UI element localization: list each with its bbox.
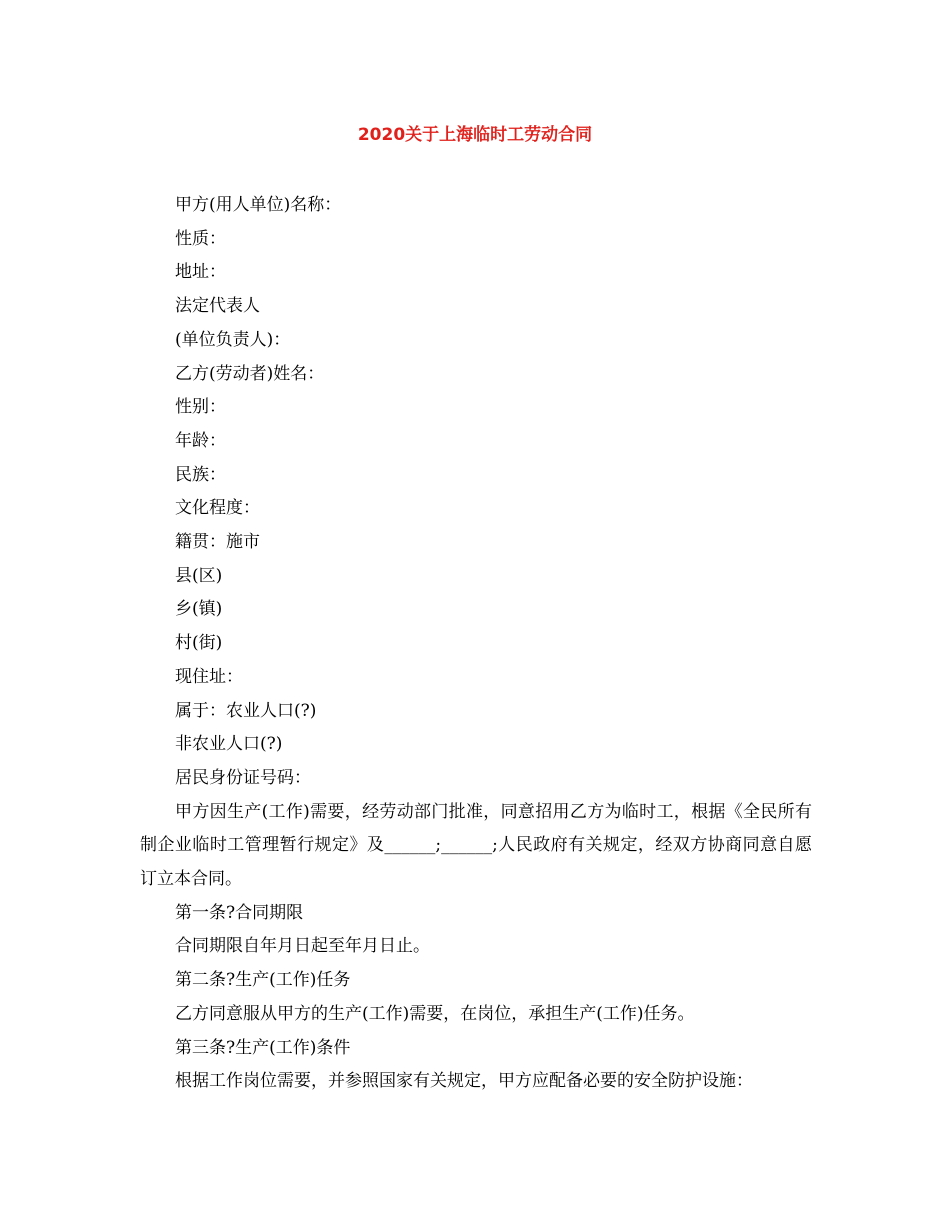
field-unit-head: (单位负责人)： [175,329,291,350]
field-employer-name: 甲方(用人单位)名称： [175,195,342,215]
field-native-place: 籍贯：施市 [175,532,260,553]
article-1-heading: 第一条?合同期限 [175,902,304,923]
contract-body [140,189,812,1099]
field-non-agricultural-household: 非农业人口(?) [175,734,283,755]
article-2-text: 乙方同意服从甲方的生产(工作)需要，在岗位，承担生产(工作)任务。 [175,1003,695,1024]
article-2-heading: 第二条?生产(工作)任务 [175,970,351,991]
article-3-heading: 第三条?生产(工作)条件 [175,1037,351,1058]
document-title: 2020关于上海临时工劳动合同 [357,125,593,145]
field-county: 县(区) [175,565,223,586]
field-employee-name: 乙方(劳动者)姓名： [175,363,325,384]
field-ethnicity: 民族： [175,464,226,485]
field-address: 地址： [175,262,226,283]
field-age: 年龄： [175,430,226,451]
intro-paragraph: 甲方因生产(工作)需要，经劳动部门批准，同意招用乙方为临时工，根据《全民所有制企业临时工管理暂行规定》及______;______;人民政府有关规定，经双方协商同意自愿订立本合同。 [140,801,812,890]
field-nature: 性质： [175,228,226,249]
field-gender: 性别： [175,397,226,418]
field-education: 文化程度： [175,498,260,519]
field-id-number: 居民身份证号码： [175,767,311,788]
article-1-text: 合同期限自年月日起至年月日止。 [175,936,430,957]
field-current-address: 现住址： [175,666,243,687]
field-legal-representative: 法定代表人 [175,296,260,317]
field-village: 村(街) [175,633,223,654]
article-3-text: 根据工作岗位需要，并参照国家有关规定，甲方应配备必要的安全防护设施： [175,1071,753,1092]
field-agricultural-household: 属于：农业人口(?) [175,700,317,721]
field-township: 乡(镇) [175,599,223,620]
